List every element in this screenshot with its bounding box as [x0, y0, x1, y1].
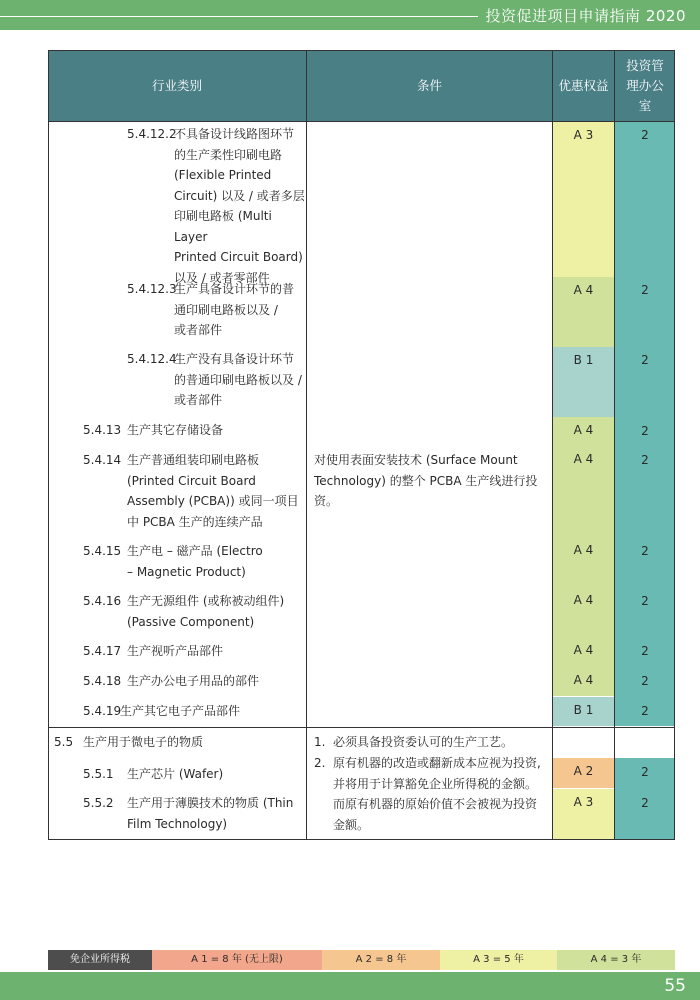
- office-header-line: 理办公: [626, 77, 664, 93]
- row-description: 生产没有具备设计环节 的普通印刷电路板以及 / 或者部件: [174, 352, 302, 407]
- row-number: 5.4.12.4: [127, 352, 177, 366]
- row-number: 5.4.15: [83, 544, 122, 558]
- office-cell: 2: [641, 594, 649, 608]
- column-header-benefit: 优惠权益: [553, 50, 614, 121]
- benefit-cell: A 4: [553, 587, 614, 637]
- office-header-line: 投资管: [626, 57, 664, 73]
- benefit-cell: B 1: [553, 347, 614, 417]
- condition-number: 2.: [314, 756, 326, 770]
- office-cell: 2: [641, 674, 649, 688]
- office-cell: 2: [641, 765, 649, 779]
- column-header-industry: 行业类别: [48, 50, 306, 121]
- footer-band: [0, 972, 700, 1000]
- row-number: 5.4.19: [83, 704, 122, 718]
- legend: [48, 950, 675, 970]
- row-description: 不具备设计线路图环节 的生产柔性印刷电路 (Flexible Printed Circuit) 以及 / 或者多层 印刷电路板 (Multi Layer Printed Circuit Board) 以及 / 或者零部件: [174, 127, 305, 285]
- row-description: 生产具备设计环节的普 通印刷电路板以及 / 或者部件: [174, 282, 295, 337]
- row-description: 生产视听产品部件: [127, 644, 224, 658]
- column-header-condition: 条件: [307, 50, 552, 121]
- table-border: [48, 50, 675, 51]
- header-title: 投资促进项目申请指南 2020: [478, 4, 700, 28]
- page-number: 55: [664, 976, 686, 996]
- benefit-cell: A 4: [553, 417, 614, 446]
- office-header-line: 室: [638, 97, 652, 113]
- condition-5-5-item: 必须具备投资委认可的生产工艺。: [333, 735, 514, 749]
- row-number: 5.4.18: [83, 674, 122, 688]
- row-description: 生产用于薄膜技术的物质 (Thin Film Technology): [127, 796, 294, 831]
- row-description: 生产无源组件 (或称被动组件) (Passive Component): [127, 594, 285, 629]
- benefit-cell: A 4: [553, 667, 614, 696]
- table-border: [614, 50, 615, 840]
- section-number: 5.5: [54, 735, 74, 749]
- row-number: 5.4.14: [83, 453, 122, 467]
- row-number: 5.4.16: [83, 594, 122, 608]
- table-border: [306, 50, 307, 840]
- office-cell: 2: [641, 796, 649, 810]
- office-cell: 2: [641, 544, 649, 558]
- row-description: 生产其它存储设备: [127, 423, 224, 437]
- condition-number: 1.: [314, 735, 326, 749]
- benefit-cell: A 3: [553, 122, 614, 277]
- row-number: 5.4.12.3: [127, 282, 177, 296]
- office-cell: 2: [641, 353, 649, 367]
- legend-item: A 1 = 8 年 (无上限): [152, 950, 322, 970]
- table-border: [48, 839, 675, 840]
- row-number: 5.5.1: [83, 767, 114, 781]
- row-number: 5.5.2: [83, 796, 114, 810]
- table-border: [48, 727, 675, 728]
- row-description: 生产普通组装印刷电路板 (Printed Circuit Board Assembly (PCBA)) 或同一项目 中 PCBA 生产的连续产品: [127, 453, 299, 529]
- row-number: 5.4.12.2: [127, 127, 177, 141]
- benefit-cell: A 3: [553, 789, 614, 840]
- row-number: 5.4.17: [83, 644, 122, 658]
- office-cell: 2: [641, 424, 649, 438]
- legend-item: A 2 = 8 年: [322, 950, 440, 970]
- row-description: 生产芯片 (Wafer): [127, 767, 224, 781]
- office-cell: 2: [641, 704, 649, 718]
- office-cell: 2: [641, 644, 649, 658]
- benefit-cell: A 4: [553, 537, 614, 587]
- legend-item: 免企业所得税: [48, 950, 152, 970]
- industry-table: [48, 50, 675, 840]
- table-border: [552, 50, 553, 840]
- office-cell: 2: [641, 453, 649, 467]
- row-description: 生产其它电子产品部件: [120, 704, 241, 718]
- benefit-cell: A 4: [553, 446, 614, 537]
- benefit-cell: A 2: [553, 758, 614, 788]
- condition-5-5-item: 原有机器的改造或翻新成本应视为投资, 并将用于计算豁免企业所得税的金额。 而原有机器的原始价值不会被视为投资 金额。: [333, 756, 541, 832]
- benefit-cell: A 4: [553, 277, 614, 347]
- benefit-cell: B 1: [553, 697, 614, 726]
- column-header-office: [615, 50, 675, 121]
- office-cell: 2: [641, 128, 649, 142]
- table-border: [48, 50, 49, 840]
- condition-5-4: 对使用表面安装技术 (Surface Mount Technology) 的整个 PCBA 生产线进行投资。: [314, 453, 538, 508]
- row-number: 5.4.13: [83, 423, 122, 437]
- table-border: [674, 50, 675, 840]
- legend-item: A 3 = 5 年: [440, 950, 557, 970]
- row-description: 生产电 – 磁产品 (Electro – Magnetic Product): [127, 544, 263, 579]
- legend-item: A 4 = 3 年: [557, 950, 675, 970]
- benefit-cell: A 4: [553, 637, 614, 667]
- section-title: 生产用于微电子的物质: [83, 735, 204, 749]
- office-cell: 2: [641, 283, 649, 297]
- row-description: 生产办公电子用品的部件: [127, 674, 260, 688]
- table-border: [48, 121, 675, 122]
